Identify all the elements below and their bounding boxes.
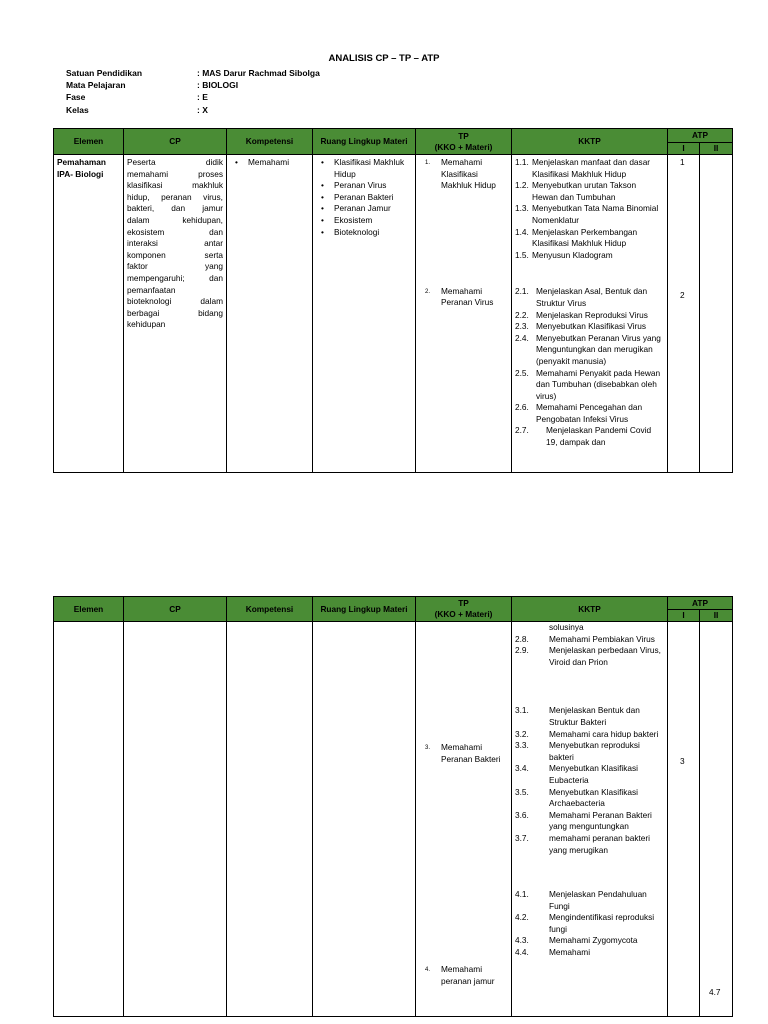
tp-num: 2. [425, 288, 431, 295]
kktp-cell [512, 622, 668, 1017]
atp-i-cell [668, 155, 700, 473]
ruang-item: • Peranan Virus [316, 180, 412, 192]
header-tp [416, 129, 512, 155]
cp-line: mempengaruhi; dan [127, 272, 223, 283]
kktp-item [515, 763, 664, 786]
atp-value: 1 [680, 157, 685, 167]
cp-cell [124, 622, 227, 1017]
kktp-item [515, 740, 664, 763]
atp-value: 2 [680, 289, 685, 300]
atp-value: 3 [680, 756, 685, 766]
header-atp-ii: II [700, 610, 733, 622]
kktp-text: Menjelaskan Pandemi Covid 19, dampak dan [546, 425, 652, 448]
kktp-num: 2.5. [515, 367, 529, 378]
ruang-item: • Bioteknologi [316, 227, 412, 239]
ruang-item: • Ekosistem [316, 215, 412, 227]
kktp-num: 4.3. [515, 935, 529, 946]
cp-line: komponen serta [127, 249, 223, 260]
kktp-num: 2.9. [515, 645, 529, 656]
tp-cell [416, 155, 512, 473]
header-ruang-lingkup: Ruang Lingkup Materi [313, 597, 416, 622]
kompetensi-cell [227, 155, 313, 473]
tp-item [419, 157, 511, 192]
kktp-num: 2.8. [515, 633, 529, 644]
kktp-text: Menyebutkan Klasifikasi Eubacteria [549, 763, 639, 785]
kktp-text: Memahami Pencegahan dan Pengobatan Infeksi Virus [536, 402, 643, 424]
cp-line: berbagai bidang [127, 307, 223, 318]
analysis-table-page-2 [53, 596, 733, 1017]
header-kompetensi: Kompetensi [227, 597, 313, 622]
header-elemen: Elemen [54, 129, 124, 155]
tp-text: Memahami peranan jamur [441, 964, 495, 986]
kktp-item [515, 157, 664, 180]
header-tp-line1: TP [458, 130, 469, 141]
kktp-num: 3.3. [515, 740, 529, 751]
kktp-num: 2.2. [515, 309, 529, 320]
header-kktp: KKTP [512, 129, 668, 155]
meta-value: : X [197, 104, 208, 115]
header-atp-i: I [668, 143, 700, 155]
kktp-item [515, 912, 664, 935]
kktp-item [515, 935, 664, 947]
kktp-num: 3.6. [515, 809, 529, 820]
kktp-num: 4.1. [515, 889, 529, 900]
kompetensi-item: • Memahami [230, 157, 309, 169]
kktp-text: Menyusun Kladogram [532, 249, 613, 260]
meta-label: Kelas [66, 104, 89, 115]
tp-item [419, 742, 511, 765]
header-tp [416, 597, 512, 622]
kktp-num: 1.4. [515, 226, 529, 237]
kktp-item [515, 227, 664, 250]
kktp-num: 3.1. [515, 705, 529, 716]
kktp-item [515, 645, 664, 668]
ruang-lingkup-cell [313, 622, 416, 1017]
tp-cell [416, 622, 512, 1017]
header-tp-line2: (KKO + Materi) [434, 609, 493, 619]
cp-line: kehidupan [127, 319, 166, 330]
ruang-lingkup-cell [313, 155, 416, 473]
meta-value: : MAS Darur Rachmad Sibolga [197, 68, 320, 78]
tp-num: 4. [425, 967, 431, 973]
cp-cell [124, 155, 227, 473]
document-title: ANALISIS CP – TP – ATP [328, 53, 440, 64]
kktp-text: memahami peranan bakteri yang merugikan [549, 832, 650, 855]
kktp-text: Menyebutkan Tata Nama Binomial Nomenklatur [532, 203, 659, 225]
kktp-text: Menyebutkan Klasifikasi Archaebacteria [549, 786, 639, 809]
kktp-text: Memahami [549, 947, 591, 958]
cp-line: faktor yang [127, 261, 223, 272]
kktp-item [515, 705, 664, 728]
kktp-item [515, 402, 664, 425]
atp-ii-cell [700, 155, 733, 473]
tp-num: 1. [425, 160, 431, 166]
kktp-item [515, 947, 664, 959]
atp-value: 4.7 [709, 987, 721, 997]
kktp-text: Menjelaskan Perkembangan Klasifikasi Makhluk Hidup [532, 226, 638, 249]
meta-label: Mata Pelajaran [66, 80, 126, 91]
header-atp-i: I [668, 610, 700, 622]
kktp-num: 2.1. [515, 286, 529, 297]
kompetensi-cell [227, 622, 313, 1017]
kktp-text: Menjelaskan manfaat dan dasar Klasifikasi Makhluk Hidup [532, 157, 651, 179]
kktp-text: Menyebutkan urutan Takson Hewan dan Tumbuhan [532, 180, 637, 202]
kktp-text: Memahami cara hidup bakteri [549, 728, 659, 739]
kktp-item [515, 425, 664, 448]
kktp-item [515, 787, 664, 810]
kktp-num: 1.1. [515, 157, 529, 167]
atp-i-cell [668, 622, 700, 1017]
ruang-item: • Klasifikasi Makhluk Hidup [316, 157, 412, 180]
tp-num: 3. [425, 745, 431, 751]
header-ruang-lingkup: Ruang Lingkup Materi [313, 129, 416, 155]
elemen-cell: Pemahaman IPA- Biologi [54, 155, 124, 473]
kktp-text: Mengindentifikasi reproduksi fungi [549, 912, 655, 934]
table-row [54, 622, 733, 1017]
meta-value: : E [197, 92, 208, 103]
kktp-text: Menyebutkan reproduksi bakteri [549, 740, 640, 762]
kktp-num: 3.2. [515, 728, 529, 739]
cp-line: interaksi antar [127, 238, 223, 249]
analysis-table-page-1 [53, 128, 733, 473]
kktp-text: Menjelaskan Pendahuluan Fungi [549, 889, 647, 911]
cp-line: klasifikasi makhluk [127, 180, 223, 191]
document-meta [66, 67, 320, 116]
kktp-item [515, 729, 664, 741]
ruang-item: • Peranan Jamur [316, 203, 412, 215]
kktp-num: 3.4. [515, 763, 529, 774]
kktp-item [515, 286, 664, 309]
kktp-num: 1.5. [515, 249, 529, 260]
kktp-text: Menjelaskan Bentuk dan Struktur Bakteri [549, 705, 640, 727]
kktp-text: Memahami Penyakit pada Hewan dan Tumbuhan (disebabkan oleh virus) [536, 367, 661, 401]
kktp-item [515, 333, 664, 368]
kktp-item [515, 833, 664, 856]
cp-line: memahami proses [127, 168, 223, 179]
meta-label: Fase [66, 92, 86, 103]
tp-text: Memahami Klasifikasi Makhluk Hidup [441, 157, 496, 191]
cp-line: bakteri, dan jamur [127, 203, 223, 214]
kktp-cell [512, 155, 668, 473]
kktp-num: 1.2. [515, 180, 529, 191]
kktp-item [515, 634, 664, 646]
cp-line: pemanfaatan [127, 284, 176, 295]
kktp-text: Memahami Peranan Bakteri yang menguntungkan [549, 809, 652, 832]
kktp-text: Memahami Zygomycota [549, 935, 638, 946]
table-row [54, 155, 733, 473]
kktp-num: 2.6. [515, 402, 529, 413]
cp-line: Peserta didik [127, 157, 223, 167]
kktp-num: 2.4. [515, 332, 529, 343]
meta-value: : BIOLOGI [197, 80, 239, 91]
kktp-num: 3.5. [515, 786, 529, 797]
kktp-item [515, 321, 664, 333]
kktp-text: Menyebutkan Klasifikasi Virus [536, 321, 647, 332]
kktp-text: Menjelaskan perbedaan Virus, Viroid dan Prion [549, 645, 661, 667]
tp-item [419, 286, 508, 309]
header-tp-line2: (KKO + Materi) [434, 141, 493, 152]
kktp-num: 2.3. [515, 321, 529, 332]
kktp-num: 2.7. [515, 425, 529, 436]
cp-line: dalam kehidupan, [127, 214, 223, 225]
elemen-cell [54, 622, 124, 1017]
header-cp: CP [124, 597, 227, 622]
cp-line: ekosistem dan [127, 226, 223, 237]
header-atp: ATP [668, 129, 733, 143]
header-tp-line1: TP [458, 598, 469, 608]
kktp-item [515, 203, 664, 226]
kktp-text: Menjelaskan Asal, Bentuk dan Struktur Virus [536, 286, 648, 308]
kktp-num: 1.3. [515, 203, 529, 214]
ruang-item: • Peranan Bakteri [316, 192, 412, 204]
atp-ii-cell [700, 622, 733, 1017]
cp-line: bioteknologi dalam [127, 296, 223, 307]
header-atp-ii: II [700, 143, 733, 155]
header-cp: CP [124, 129, 227, 155]
kktp-text: Memahami Pembiakan Virus [549, 633, 655, 644]
kktp-num: 4.2. [515, 912, 529, 923]
tp-text: Memahami Peranan Virus [441, 285, 494, 308]
kktp-num: 4.4. [515, 947, 529, 958]
kktp-item [515, 889, 664, 912]
kktp-text: Menjelaskan Reproduksi Virus [536, 309, 648, 320]
kktp-num: 3.7. [515, 832, 529, 843]
kktp-continuation: solusinya [549, 622, 584, 632]
kktp-item [515, 180, 664, 203]
meta-label: Satuan Pendidikan [66, 68, 143, 78]
tp-item [419, 964, 511, 987]
kktp-item [515, 810, 664, 833]
kktp-item [515, 250, 664, 262]
cp-line: hidup, peranan virus, [127, 191, 223, 202]
header-kktp: KKTP [512, 597, 668, 622]
header-elemen: Elemen [54, 597, 124, 622]
kktp-item [515, 368, 664, 403]
kktp-item [515, 310, 664, 322]
kktp-text: Menyebutkan Peranan Virus yang Menguntungkan dan merugikan (penyakit manusia) [536, 332, 661, 366]
header-kompetensi: Kompetensi [227, 129, 313, 155]
tp-text: Memahami Peranan Bakteri [441, 742, 501, 764]
header-atp: ATP [668, 597, 733, 610]
